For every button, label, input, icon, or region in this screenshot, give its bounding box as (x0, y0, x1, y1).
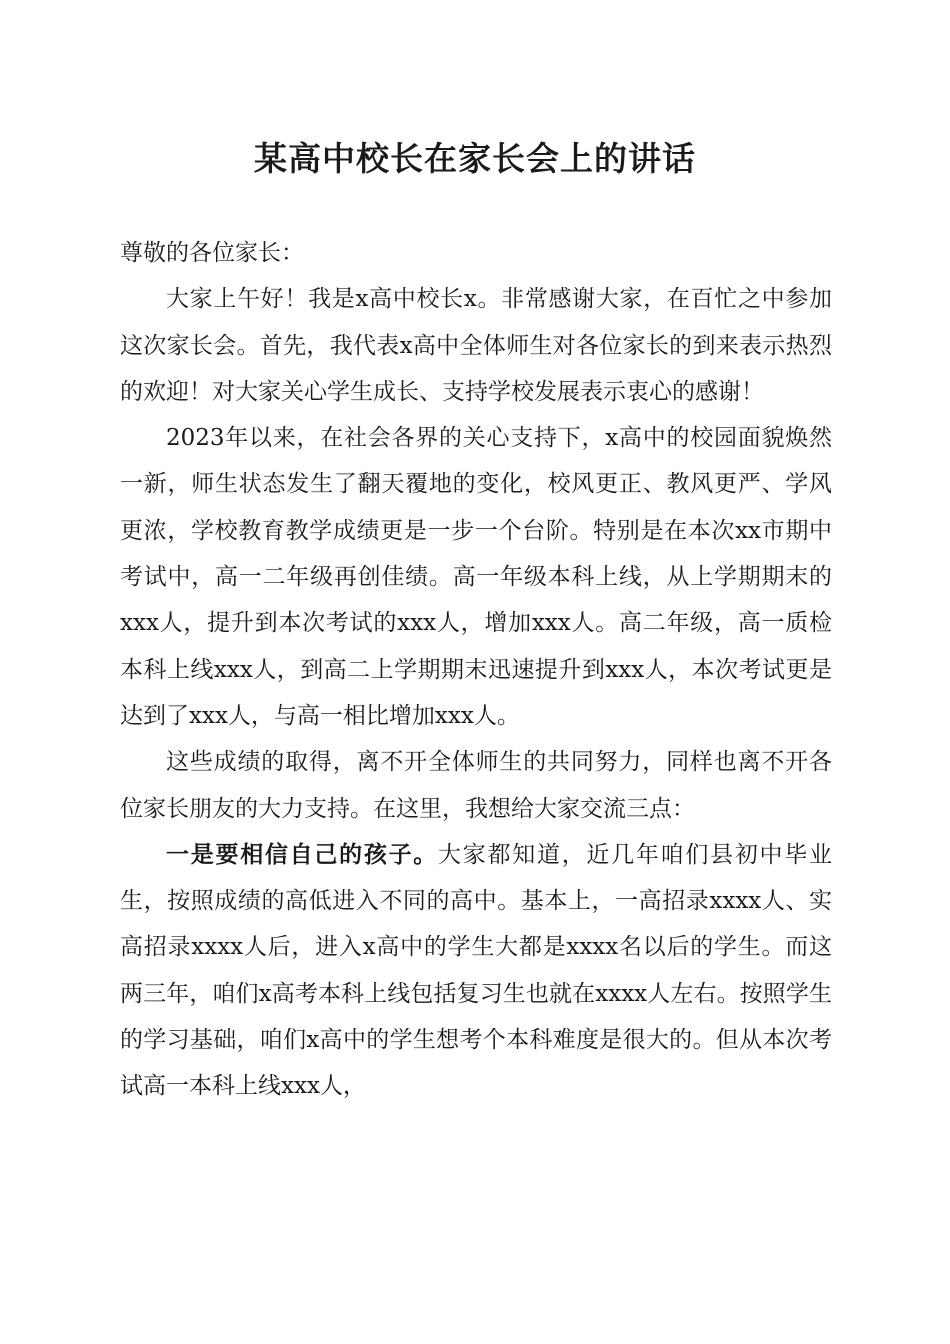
point-one-lead: 一是要相信自己的孩子。 (166, 840, 439, 868)
paragraph-thanks: 这些成绩的取得，离不开全体师生的共同努力，同样也离不开各位家长朋友的大力支持。在这里，我想给大家交流三点： (120, 749, 832, 822)
salutation: 尊敬的各位家长： (120, 240, 304, 266)
paragraph-greeting: 大家上午好！我是x高中校长x。非常感谢大家，在百忙之中参加这次家长会。首先，我代表x高中全体师生对各位家长的到来表示热烈的欢迎！对大家关心学生成长、支持学校发展表示衷心的感谢！ (120, 286, 832, 405)
point-one-text: 大家都知道，近几年咱们县初中毕业生，按照成绩的高低进入不同的高中。基本上，一高招录xxxx人、实高招录xxxx人后，进入x高中的学生大都是xxxx名以后的学生。而这两三年，咱们x高考本科上线包括复习生也就在xxxx人左右。按照学生的学习基础，咱们x高中的学生想考个本科难度是很大的。但从本次考试高一本科上线xxx人， (120, 841, 833, 1100)
document-body (120, 230, 832, 1110)
paragraph-point-one (120, 832, 832, 1110)
document-title: 某高中校长在家长会上的讲话 (254, 139, 696, 178)
paragraph-achievements: 2023年以来，在社会各界的关心支持下，x高中的校园面貌焕然一新，师生状态发生了翻天覆地的变化，校风更正、教风更严、学风更浓，学校教育教学成绩更是一步一个台阶。特别是在本次xx市期中考试中，高一二年级再创佳绩。高一年级本科上线，从上学期期末的xxx人，提升到本次考试的xxx人，增加xxx人。高二年级，高一质检本科上线xxx人，到高二上学期期末迅速提升到xxx人，本次考试更是达到了xxx人，与高一相比增加xxx人。 (120, 425, 832, 729)
